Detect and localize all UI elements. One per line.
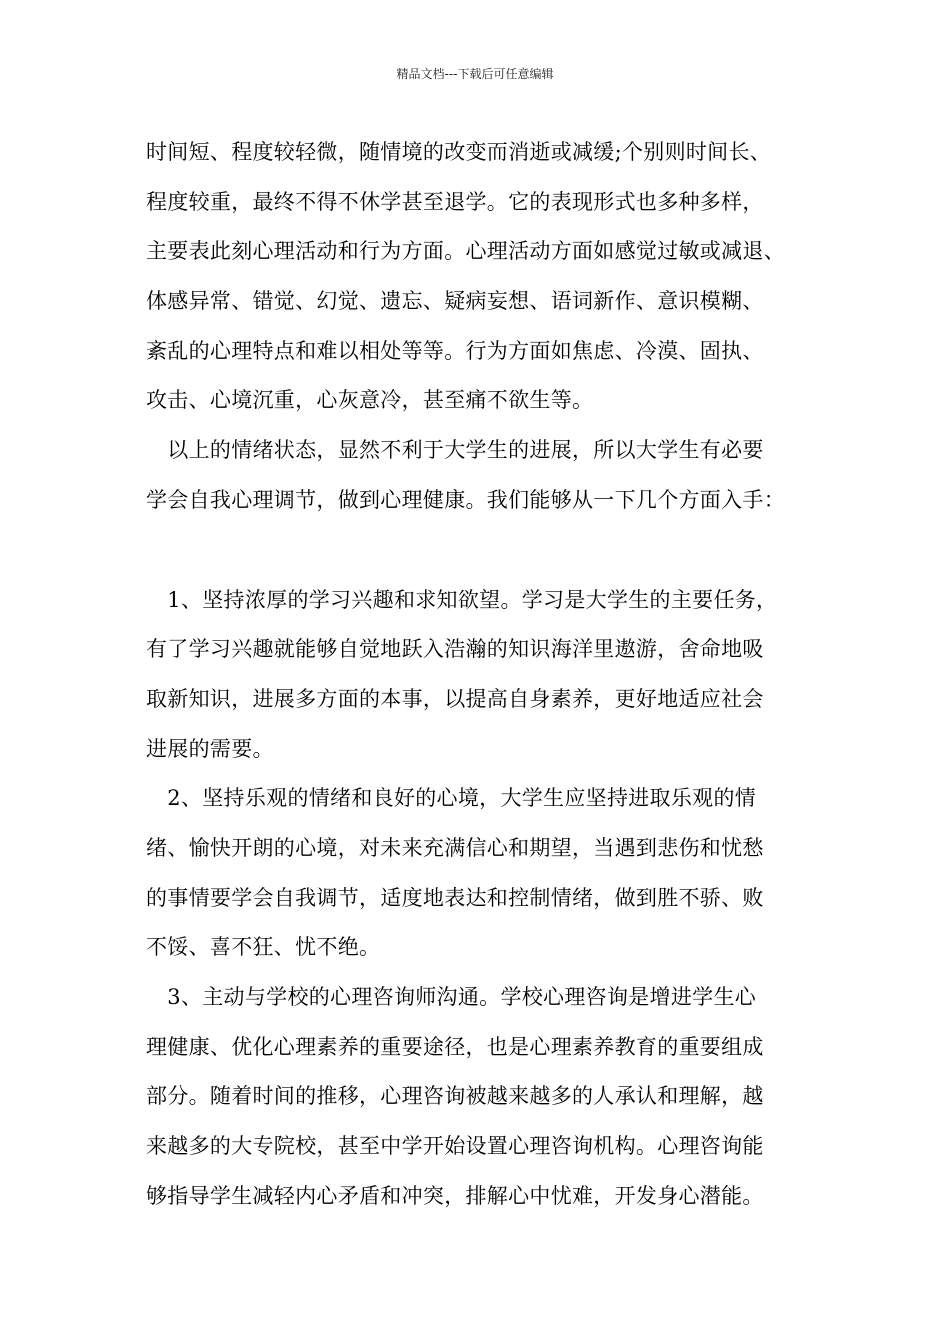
text-line: 1、坚持浓厚的学习兴趣和求知欲望。学习是大学生的主要任务， <box>146 587 778 612</box>
text-line: 2、坚持乐观的情绪和良好的心境，大学生应坚持进取乐观的情 <box>146 786 757 811</box>
page-header: 精品文档---下载后可任意编辑 <box>396 67 554 81</box>
document-body <box>146 128 826 1221</box>
text-line: 不馁、喜不狂、忧不绝。 <box>146 935 381 960</box>
text-line: 够指导学生减轻内心矛盾和冲突，排解心中忧难，开发身心潜能。 <box>146 1183 764 1208</box>
text-line: 理健康、优化心理素养的重要途径，也是心理素养教育的重要组成 <box>146 1034 764 1059</box>
text-line: 进展的需要。 <box>146 736 274 761</box>
text-line: 攻击、心境沉重，心灰意冷，甚至痛不欲生等。 <box>146 388 594 413</box>
text-line: 学会自我心理调节，做到心理健康。我们能够从一下几个方面入手： <box>146 487 785 512</box>
text-line: 有了学习兴趣就能够自觉地跃入浩瀚的知识海洋里遨游，舍命地吸 <box>146 637 764 662</box>
text-line: 部分。随着时间的推移，心理咨询被越来越多的人承认和理解，越 <box>146 1084 764 1109</box>
paragraph-gap <box>146 526 826 576</box>
text-line: 以上的情绪状态，显然不利于大学生的进展，所以大学生有必要 <box>146 438 764 463</box>
text-line: 主要表此刻心理活动和行为方面。心理活动方面如感觉过敏或减退、 <box>146 239 785 264</box>
text-line: 3、主动与学校的心理咨询师沟通。学校心理咨询是增进学生心 <box>146 985 757 1009</box>
text-line: 绪、愉快开朗的心境，对未来充满信心和期望，当遇到悲伤和忧愁 <box>146 835 764 860</box>
text-line: 时间短、程度较轻微，随情境的改变而消逝或减缓;个别则时间长、 <box>146 140 772 164</box>
text-line: 程度较重，最终不得不休学甚至退学。它的表现形式也多种多样， <box>146 189 764 214</box>
text-line: 体感异常、错觉、幻觉、遗忘、疑病妄想、语词新作、意识模糊、 <box>146 289 764 314</box>
text-line: 取新知识，进展多方面的本事，以提高自身素养，更好地适应社会 <box>146 686 764 711</box>
text-line: 的事情要学会自我调节，适度地表达和控制情绪，做到胜不骄、败 <box>146 885 764 910</box>
text-line: 来越多的大专院校，甚至中学开始设置心理咨询机构。心理咨询能 <box>146 1134 764 1159</box>
text-line: 紊乱的心理特点和难以相处等等。行为方面如焦虑、冷漠、固执、 <box>146 338 764 363</box>
